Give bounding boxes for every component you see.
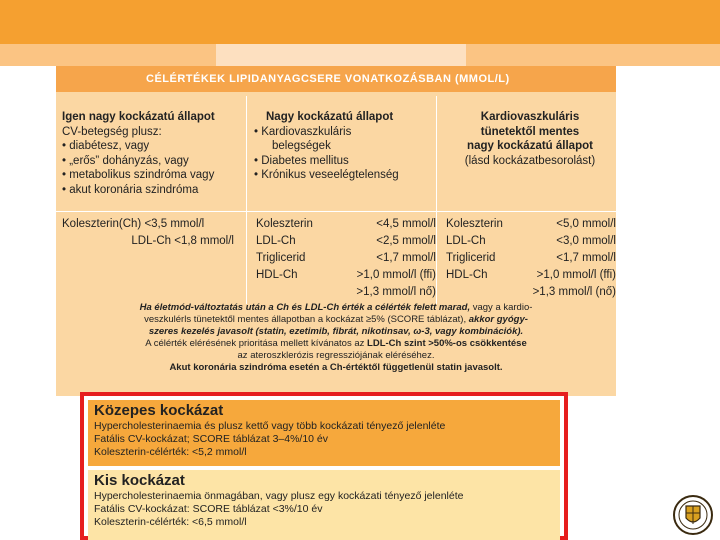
section-line: Fatális CV-kockázat: SCORE táblázat <3%/10 év [94,503,323,515]
section-title: Közepes kockázat [94,402,224,419]
list-item: • Krónikus veseelégtelenség [254,169,399,181]
target-value: >1,0 mmol/l (ffi) [536,269,616,281]
target-value: LDL-Ch <1,8 mmol/l [131,235,234,247]
target-row [256,250,436,267]
asymptomatic-targets [446,216,616,301]
section-line: Koleszterin-célérték: <5,2 mmol/l [94,446,247,458]
moderate-risk-section [88,400,560,466]
column-heading: Kardiovaszkuláris [480,111,580,123]
target-label: Koleszterin [446,218,503,230]
high-risk-targets [256,216,436,301]
target-value: <4,5 mmol/l [376,218,436,230]
note-text: Ha életmód-változtatás után a Ch és LDL-Ch érték a célérték felett marad, [139,302,471,313]
note-text: az ateroszklerózis regressziójának eléréséhez. [237,350,435,361]
treatment-note [64,302,608,374]
target-label: Triglicerid [256,252,306,264]
section-line: Koleszterin-célérték: <6,5 mmol/l [94,516,247,528]
note-text: veszkulérls tünetektől mentes állapotban a kockázat ≥5% (SCORE táblázat), [144,314,469,325]
note-text: akkor gyógy- [468,314,528,325]
section-line: Hypercholesterinaemia önmagában, vagy plusz egy kockázati tényező jelenléte [94,490,464,502]
target-row [446,233,616,250]
risk-highlight-box [80,392,568,540]
target-row [446,267,616,284]
list-item: • „erős” dohányzás, vagy [62,154,189,167]
list-item: • Kardiovaszkuláris [254,125,352,138]
column-note: (lásd kockázatbesorolást) [464,154,596,167]
column-heading: Igen nagy kockázatú állapot [62,111,215,123]
table-title: CÉLÉRTÉKEK LIPIDANYAGCSERE VONATKOZÁSBAN (MMOL/L) [56,66,616,92]
target-value: <5,0 mmol/l [556,218,616,230]
target-value: Koleszterin(Ch) <3,5 mmol/l [62,218,205,230]
target-label: LDL-Ch [446,235,486,247]
asymptomatic-high-risk-column [446,110,614,168]
target-label: HDL-Ch [446,269,488,281]
section-title: Kis kockázat [94,472,185,489]
target-value: <2,5 mmol/l [376,235,436,247]
header-stripe [0,44,720,66]
note-text: Akut koronária szindróma esetén a Ch-értéktől függetlenül statin javasolt. [169,362,503,373]
note-text: LDL-Ch szint >50%-os csökkentése [367,338,527,349]
very-high-risk-column [62,110,250,197]
column-heading: tünetektől mentes [480,125,580,138]
list-item: • metabolikus szindróma vagy [62,169,215,181]
note-text: vagy a kardio- [470,302,533,313]
target-row [256,216,436,233]
list-item: • diabétesz, vagy [62,140,150,152]
section-line: Hypercholesterinaemia és plusz kettő vagy több kockázati tényező jelenléte [94,420,446,432]
list-item: • akut koronária szindróma [62,183,199,196]
list-item: • Diabetes mellitus [254,154,349,167]
note-text: szeres kezelés javasolt (statin, ezetimib, fibrát, nikotinsav, ω-3, vagy kombinációk). [148,326,524,337]
list-item: belegségek [272,140,331,152]
target-row [256,233,436,250]
target-value: >1,0 mmol/l (ffi) [356,269,436,281]
list-item: CV-betegség plusz: [62,125,162,138]
target-row [446,216,616,233]
note-text: A célérték elérésének prioritása mellett kívánatos az [145,338,368,349]
target-value: <1,7 mmol/l [556,252,616,264]
section-line: Fatális CV-kockázat; SCORE táblázat 3–4%/10 év [94,433,329,445]
target-row [446,250,616,267]
target-value: >1,3 mmol/l (nő) [532,286,616,298]
university-seal-icon [672,494,714,536]
target-row [256,267,436,284]
target-label: HDL-Ch [256,269,298,281]
header-band [0,0,720,44]
target-value: <1,7 mmol/l [376,252,436,264]
row-divider [56,211,616,212]
lipid-target-table [56,66,616,396]
target-label: LDL-Ch [256,235,296,247]
column-heading: nagy kockázatú állapot [467,140,593,152]
column-heading: Nagy kockázatú állapot [266,111,394,123]
target-label: Triglicerid [446,252,496,264]
target-value: >1,3 mmol/l nő) [356,286,436,298]
high-risk-column [254,110,438,183]
very-high-risk-targets [62,216,242,250]
low-risk-section [88,470,560,540]
target-label: Koleszterin [256,218,313,230]
target-value: <3,0 mmol/l [556,235,616,247]
